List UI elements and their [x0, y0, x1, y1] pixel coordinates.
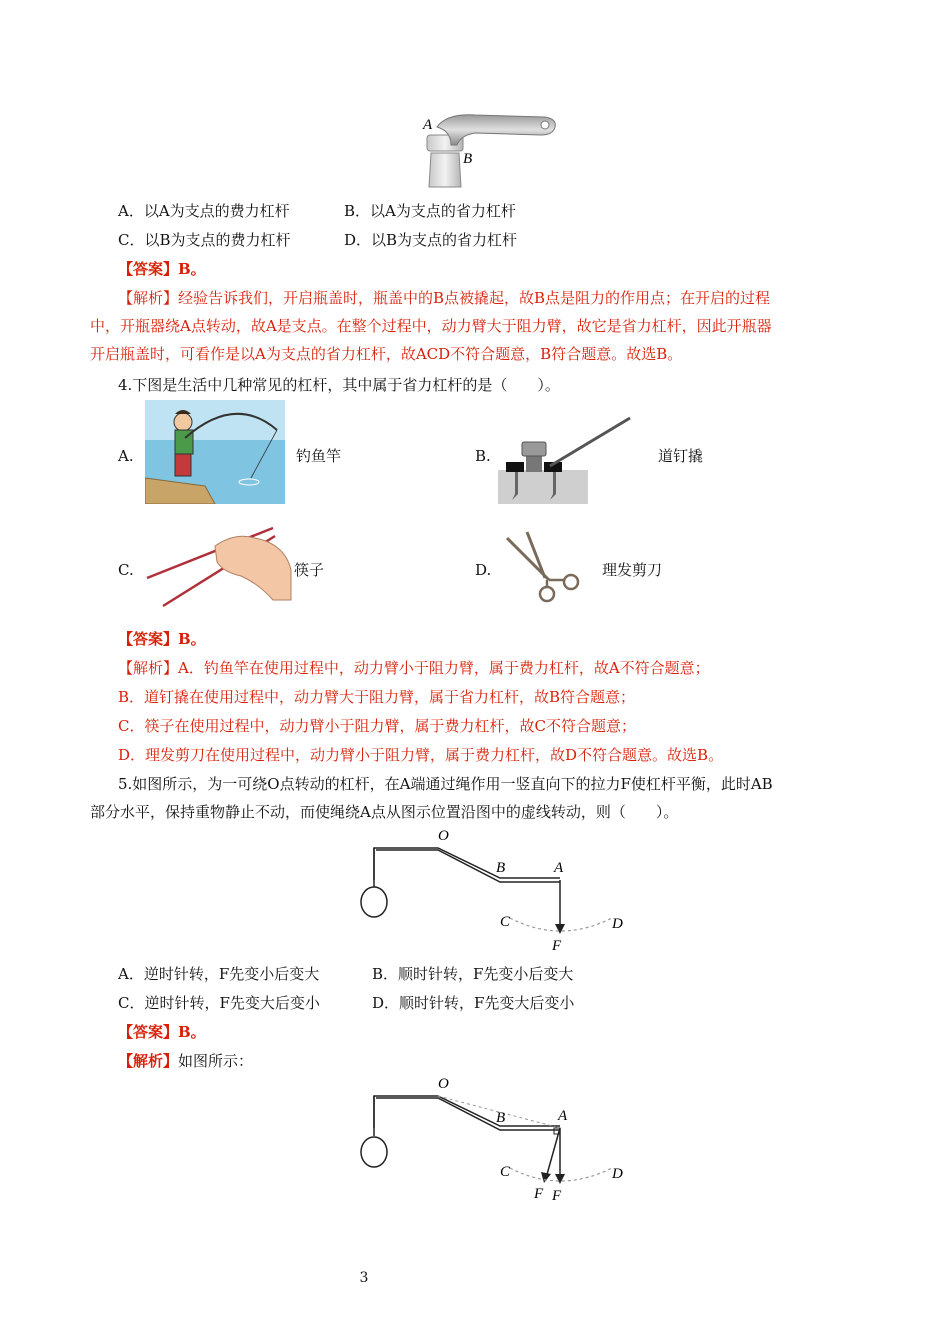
analysis-label-a: A — [558, 1108, 568, 1124]
q4-choice-b-name: 道钉撬 — [658, 447, 704, 465]
chopsticks-image — [145, 524, 295, 608]
q5-analysis-tag: 【解析】 — [118, 1052, 179, 1070]
q5-stem-line-1: 5.如图所示，为一可绕O点转动的杠杆，在A端通过绳作用一竖直向下的拉力F使杠杆平衡，此时AB — [118, 775, 773, 793]
lever-analysis-figure — [350, 1074, 640, 1206]
q5-analysis-intro — [118, 1051, 253, 1071]
q3-analysis-line-3: 开启瓶盖时，可看作是以A为支点的省力杠杆，故ACD不符合题意，B符合题意。故选B。 — [90, 345, 683, 363]
q3-option-d[interactable]: D．以B为支点的省力杠杆 — [344, 231, 518, 249]
lever-label-f: F — [552, 938, 562, 954]
q5-answer: 【答案】B。 — [118, 1023, 206, 1041]
lever-label-a: A — [554, 860, 564, 876]
q4-choice-c-name: 筷子 — [294, 561, 325, 579]
crowbar-image — [498, 414, 633, 506]
fishing-rod-image — [145, 400, 285, 504]
q3-analysis-line-1: 【解析】经验告诉我们，开启瓶盖时，瓶盖中的B点被撬起，故B点是阻力的作用点；在开启的过程 — [118, 289, 771, 307]
analysis-label-f1: F — [534, 1186, 544, 1202]
page-number: 3 — [359, 1270, 369, 1286]
q3-option-c[interactable]: C．以B为支点的费力杠杆 — [118, 231, 291, 249]
q4-answer: 【答案】B。 — [118, 630, 206, 648]
lever-figure — [350, 826, 640, 954]
q4-analysis-line-1: 【解析】A．钓鱼竿在使用过程中，动力臂小于阻力臂，属于费力杠杆，故A不符合题意； — [118, 659, 710, 677]
q4-choice-d-name: 理发剪刀 — [602, 561, 663, 579]
q5-stem-line-2: 部分水平，保持重物静止不动，而使绳绕A点从图示位置沿图中的虚线转动，则（ ）。 — [90, 803, 679, 821]
q3-option-a[interactable]: A．以A为支点的费力杠杆 — [118, 202, 290, 220]
lever-label-c: C — [500, 914, 511, 930]
q4-choice-a-name: 钓鱼竿 — [296, 447, 342, 465]
analysis-label-f2: F — [552, 1188, 562, 1204]
label-a: A — [423, 117, 433, 133]
q4-analysis-line-4: D．理发剪刀在使用过程中，动力臂小于阻力臂，属于费力杠杆，故D不符合题意。故选B。 — [118, 746, 724, 764]
q4-analysis-line-2: B．道钉撬在使用过程中，动力臂大于阻力臂，属于省力杠杆，故B符合题意； — [118, 688, 636, 706]
q4-stem: 4.下图是生活中几种常见的杠杆，其中属于省力杠杆的是（ ）。 — [118, 376, 560, 394]
q5-option-a[interactable]: A．逆时针转，F先变小后变大 — [118, 965, 320, 983]
lever-label-b: B — [496, 860, 506, 876]
bottle-opener-figure — [415, 105, 565, 190]
q3-answer: 【答案】B。 — [118, 260, 206, 278]
q5-option-c[interactable]: C．逆时针转，F先变大后变小 — [118, 994, 320, 1012]
analysis-label-b: B — [496, 1110, 506, 1126]
q5-option-b[interactable]: B．顺时针转，F先变小后变大 — [372, 965, 574, 983]
lever-label-o: O — [438, 828, 449, 844]
label-b: B — [463, 151, 473, 167]
q4-choice-a-letter[interactable]: A. — [118, 447, 134, 465]
q4-choice-c-letter[interactable]: C. — [118, 561, 134, 579]
q4-analysis-line-3: C．筷子在使用过程中，动力臂小于阻力臂，属于费力杠杆，故C不符合题意； — [118, 717, 636, 735]
scissors-image — [505, 530, 585, 606]
q4-choice-b-letter[interactable]: B. — [475, 447, 491, 465]
lever-label-d: D — [612, 916, 623, 932]
q3-analysis-line-2: 中，开瓶器绕A点转动，故A是支点。在整个过程中，动力臂大于阻力臂，故它是省力杠杆，因此开瓶器 — [90, 317, 772, 335]
q4-choice-d-letter[interactable]: D. — [475, 561, 492, 579]
analysis-label-o: O — [438, 1076, 449, 1092]
analysis-label-c: C — [500, 1164, 511, 1180]
analysis-label-d: D — [612, 1166, 623, 1182]
q5-option-d[interactable]: D．顺时针转，F先变大后变小 — [372, 994, 575, 1012]
q3-option-b[interactable]: B．以A为支点的省力杠杆 — [344, 202, 516, 220]
q5-analysis-text: 如图所示： — [178, 1052, 254, 1070]
